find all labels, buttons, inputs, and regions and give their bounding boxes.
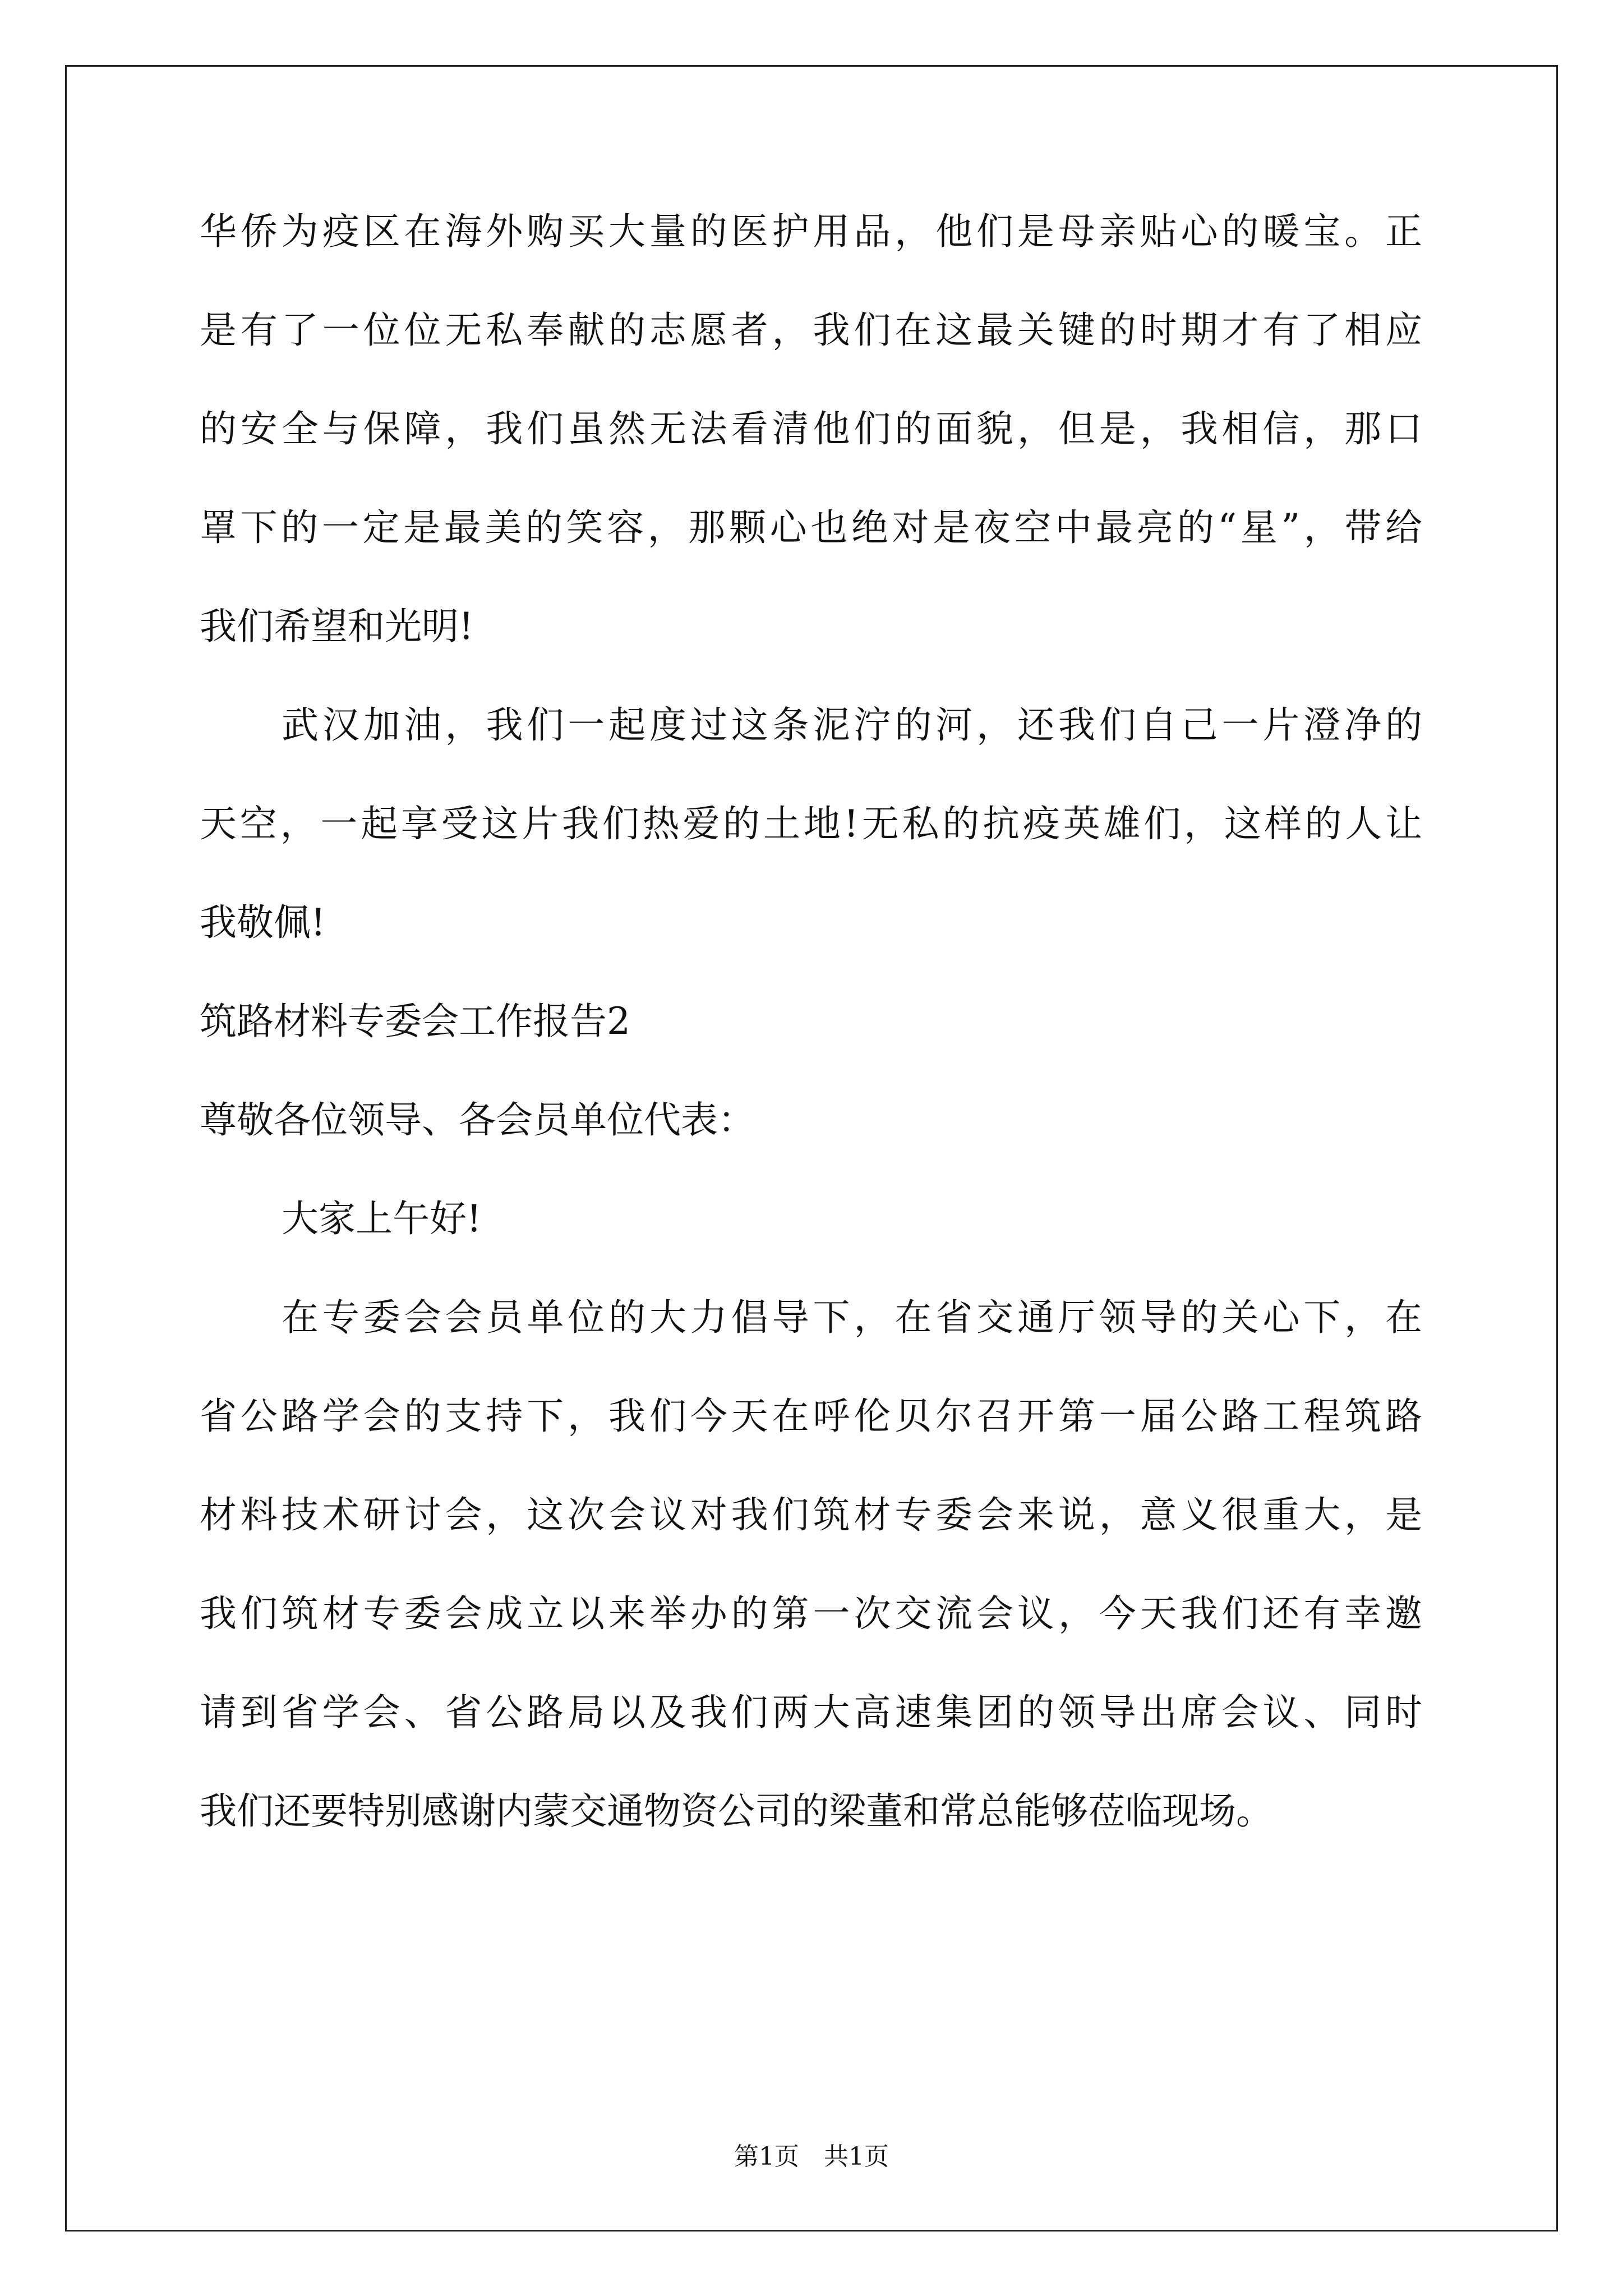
body-line-13: 省公路学会的支持下，我们今天在呼伦贝尔召开第一届公路工程筑路 — [200, 1395, 1422, 1438]
body-line-16: 请到省学会、省公路局以及我们两大高速集团的领导出席会议、同时 — [200, 1691, 1422, 1734]
page-number: 第1页 共1页 — [734, 2142, 889, 2171]
page-border — [65, 65, 1558, 2231]
body-line-1: 华侨为疫区在海外购买大量的医护用品，他们是母亲贴心的暖宝。正 — [200, 210, 1422, 253]
body-line-4: 罩下的一定是最美的笑容，那颗心也绝对是夜空中最亮的“星”，带给 — [200, 506, 1422, 549]
section-heading: 筑路材料专委会工作报告2 — [200, 1000, 630, 1043]
body-line-2: 是有了一位位无私奉献的志愿者，我们在这最关键的时期才有了相应 — [200, 309, 1422, 352]
body-line-5: 我们希望和光明! — [200, 605, 474, 648]
body-line-17: 我们还要特别感谢内蒙交通物资公司的梁董和常总能够莅临现场。 — [200, 1789, 1273, 1833]
greeting: 大家上午好! — [282, 1197, 482, 1240]
body-line-7: 天空，一起享受这片我们热爱的土地!无私的抗疫英雄们，这样的人让 — [200, 802, 1422, 845]
body-line-12: 在专委会会员单位的大力倡导下，在省交通厅领导的关心下，在 — [282, 1296, 1422, 1339]
body-line-14: 材料技术研讨会，这次会议对我们筑材专委会来说，意义很重大，是 — [200, 1493, 1422, 1536]
salutation: 尊敬各位领导、各会员单位代表： — [200, 1098, 755, 1142]
body-line-6: 武汉加油，我们一起度过这条泥泞的河，还我们自己一片澄净的 — [282, 703, 1422, 747]
body-line-8: 我敬佩! — [200, 901, 326, 944]
body-line-15: 我们筑材专委会成立以来举办的第一次交流会议，今天我们还有幸邀 — [200, 1592, 1422, 1635]
body-line-3: 的安全与保障，我们虽然无法看清他们的面貌，但是，我相信，那口 — [200, 407, 1422, 450]
